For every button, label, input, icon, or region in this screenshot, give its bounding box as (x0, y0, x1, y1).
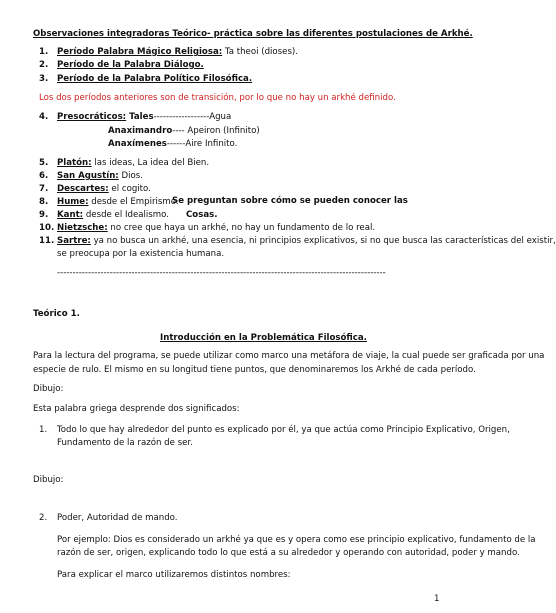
paragraph: especie de rulo. El mismo en su longitud tiene puntos, que denominaremos los Arkhé de cada período. (33, 365, 476, 375)
list-item: Poder, Autoridad de mando. (57, 513, 178, 523)
dibujo-label: Dibujo: (33, 475, 64, 485)
list-item-continuation: se preocupa por la existencia humana. (57, 249, 225, 259)
list-number: 4. (39, 112, 49, 122)
list-item: Descartes: el cogito. (57, 184, 151, 194)
intro-title: Introducción en la Problemática Filosófica. (160, 333, 367, 343)
list-number: 5. (39, 158, 49, 168)
paragraph: razón de ser, origen, explicando todo lo que está a su alrededor y operando con autoridad, poder y mando. (57, 548, 520, 558)
list-number: 2. (39, 60, 49, 70)
list-number: 11. (39, 236, 55, 246)
paragraph: Esta palabra griega desprende dos significados: (33, 404, 240, 414)
section-heading: Teórico 1. (33, 309, 80, 319)
list-item: Platón: las ideas, La idea del Bien. (57, 158, 210, 168)
list-number: 8. (39, 197, 49, 207)
list-number: 6. (39, 171, 49, 181)
list-item: Período de la Palabra Diálogo. (57, 60, 204, 70)
sub-item: Anaxímenes------Aire Infinito. (108, 139, 238, 149)
list-number: 3. (39, 74, 49, 84)
list-item: Hume: desde el Empirismo. (57, 197, 179, 207)
side-note-line2: Cosas. (186, 210, 218, 220)
list-item: Presocráticos: Tales------------------Agua (57, 112, 232, 122)
paragraph: Para explicar el marco utilizaremos distintos nombres: (57, 570, 291, 580)
dibujo-label: Dibujo: (33, 384, 64, 394)
list-number: 2. (39, 513, 48, 523)
list-item: Kant: desde el Idealismo. (57, 210, 169, 220)
list-number: 10. (39, 223, 55, 233)
list-item: Período de la Palabra Político Filosófica. (57, 74, 253, 84)
page-number: 1 (434, 594, 440, 604)
list-item: Nietzsche: no cree que haya un arkhé, no hay un fundamento de lo real. (57, 223, 376, 233)
list-item: Período Palabra Mágico Religiosa: Ta theoi (dioses). (57, 47, 299, 57)
list-item: San Agustín: Dios. (57, 171, 143, 181)
transition-note: Los dos períodos anteriores son de transición, por lo que no hay un arkhé definido. (39, 93, 396, 103)
paragraph: Para la lectura del programa, se puede utilizar como marco una metáfora de viaje, la cual puede ser graficada por una (33, 351, 545, 361)
list-item: Sartre: ya no busca un arkhé, una esencia, ni principios explicativos, si no que busca las características del existir, (57, 236, 556, 246)
list-number: 9. (39, 210, 49, 220)
list-item: Todo lo que hay alrededor del punto es explicado por él, ya que actúa como Principio Explicativo, Origen, (57, 425, 510, 435)
document-title: Observaciones integradoras Teórico- práctica sobre las diferentes postulaciones de Arkhé. (33, 29, 473, 39)
dashed-separator: ---------------------------------------------------------------------------------------------------------- (57, 268, 386, 278)
side-note-line1: Se preguntan sobre cómo se pueden conocer las (172, 196, 408, 206)
list-number: 1. (39, 425, 48, 435)
sub-item: Anaximandro---- Apeiron (Infinito) (108, 126, 260, 136)
list-number: 7. (39, 184, 49, 194)
list-number: 1. (39, 47, 49, 57)
paragraph: Por ejemplo: Dios es considerado un arkhé ya que es y opera como ese principio explicativo, fundamento de la (57, 535, 536, 545)
list-item-continuation: Fundamento de la razón de ser. (57, 438, 193, 448)
